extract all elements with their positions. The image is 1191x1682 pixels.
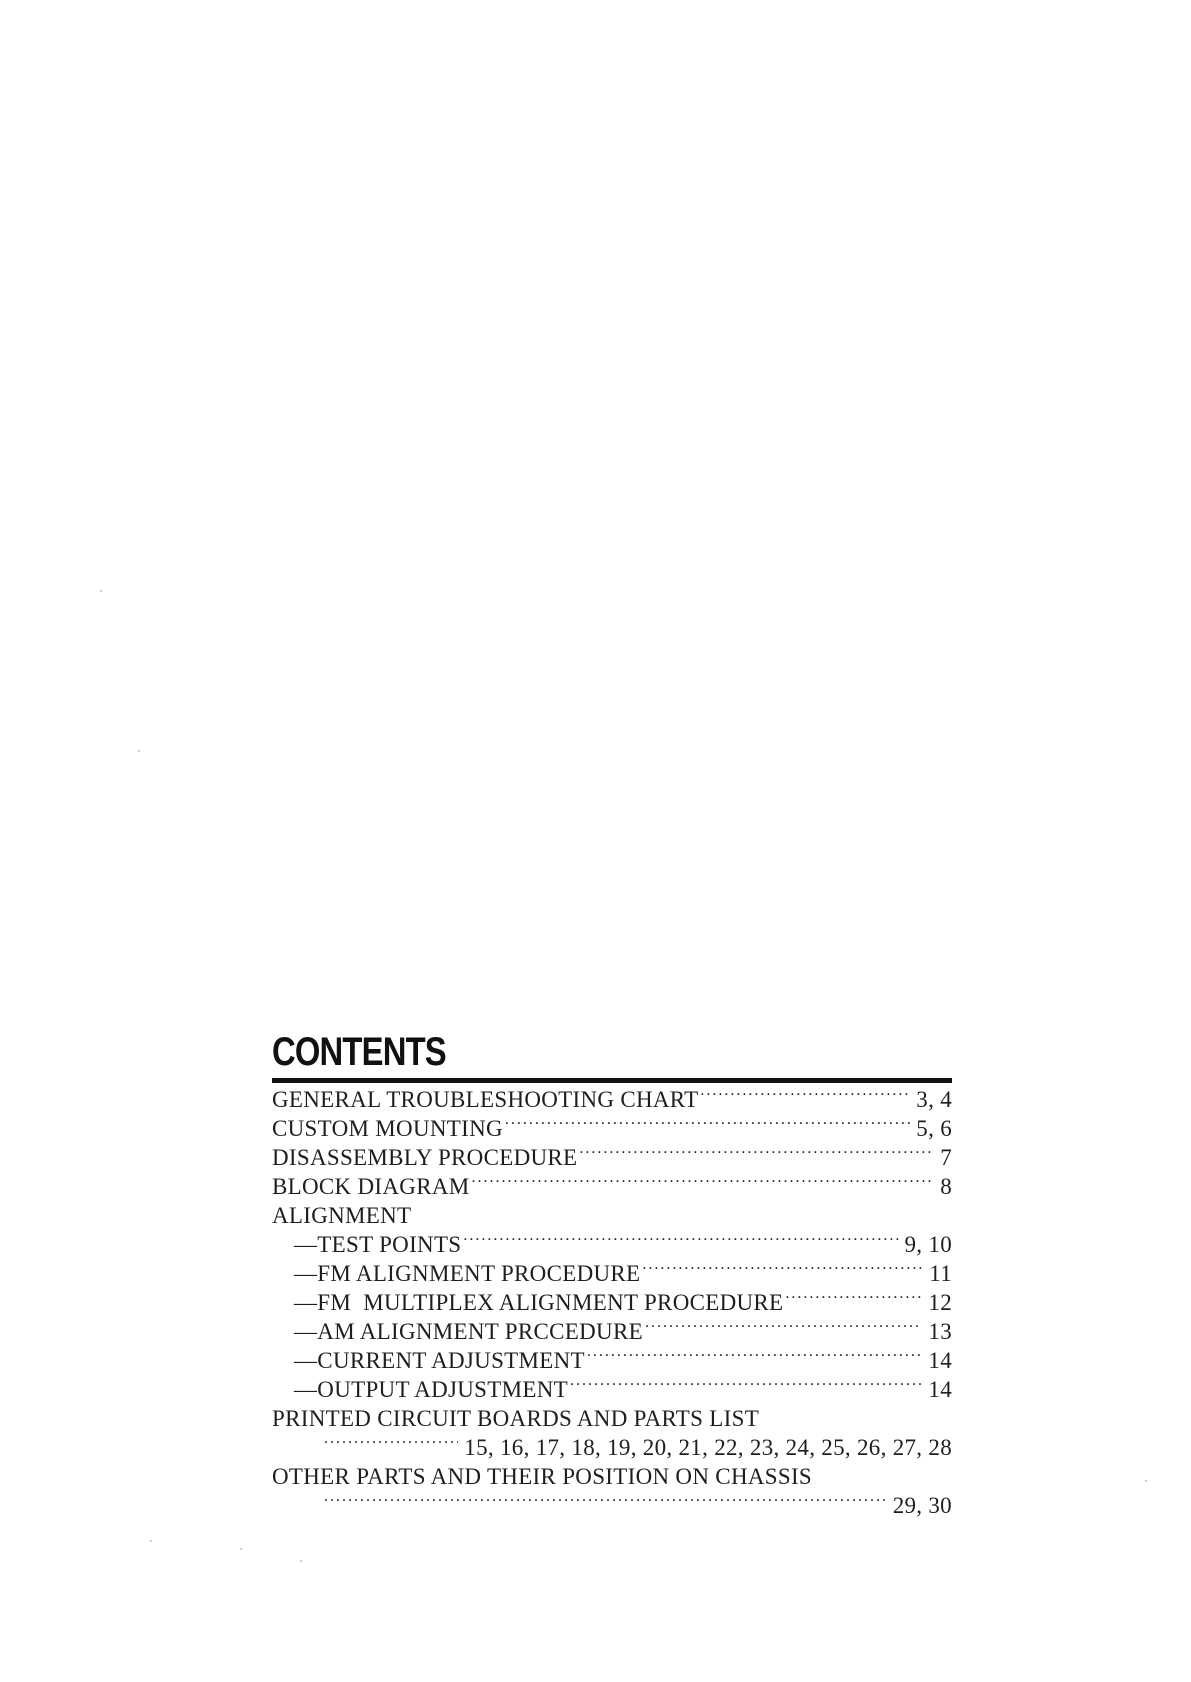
scan-speck xyxy=(150,1540,152,1542)
toc-entry-printed-circuit-boards-pages xyxy=(272,1433,952,1462)
toc-entry-disassembly-procedure xyxy=(272,1143,952,1172)
toc-entry-page: 7 xyxy=(940,1145,952,1170)
toc-entry-page: 15, 16, 17, 18, 19, 20, 21, 22, 23, 24, 25, 26, 27, 28 xyxy=(464,1435,952,1460)
scan-speck xyxy=(300,1560,302,1562)
toc-entry-am-alignment xyxy=(272,1317,952,1346)
toc-entry-fm-alignment xyxy=(272,1259,952,1288)
toc-entry-block-diagram xyxy=(272,1172,952,1201)
toc-entry-printed-circuit-boards xyxy=(272,1404,952,1433)
toc-leader-dots xyxy=(324,1491,887,1513)
toc-entry-current-adjustment xyxy=(272,1346,952,1375)
toc-entry-label: DISASSEMBLY PROCEDURE xyxy=(272,1145,578,1170)
toc-leader-dots xyxy=(700,1085,910,1107)
toc-entry-page: 11 xyxy=(929,1261,952,1286)
contents-title: CONTENTS xyxy=(272,1030,446,1074)
toc-entry-label: OTHER PARTS AND THEIR POSITION ON CHASSIS xyxy=(272,1464,812,1489)
toc-leader-dots xyxy=(645,1317,922,1339)
toc-leader-dots xyxy=(570,1375,922,1397)
toc-entry-label: —AM ALIGNMENT PRCCEDURE xyxy=(294,1319,643,1344)
toc-entry-custom-mounting xyxy=(272,1114,952,1143)
toc-entry-general-troubleshooting-chart xyxy=(272,1085,952,1114)
toc-entry-label: —CURRENT ADJUSTMENT xyxy=(294,1348,585,1373)
toc-entry-label: —OUTPUT ADJUSTMENT xyxy=(294,1377,568,1402)
toc-entry-page: 8 xyxy=(940,1174,952,1199)
toc-entry-label: PRINTED CIRCUIT BOARDS AND PARTS LIST xyxy=(272,1406,760,1431)
toc-entry-label: ALIGNMENT xyxy=(272,1203,412,1228)
scan-speck xyxy=(100,590,102,592)
toc-entry-label: —FM ALIGNMENT PROCEDURE xyxy=(294,1261,641,1286)
toc-entry-page: 14 xyxy=(928,1348,952,1373)
toc-entry-page: 5, 6 xyxy=(916,1116,952,1141)
toc-leader-dots xyxy=(505,1114,910,1136)
toc-leader-dots xyxy=(579,1143,934,1165)
scan-speck xyxy=(138,750,140,752)
toc-entry-alignment xyxy=(272,1201,952,1230)
scan-speck xyxy=(240,1548,242,1550)
toc-entry-label: —TEST POINTS xyxy=(294,1232,462,1257)
toc-entry-output-adjustment xyxy=(272,1375,952,1404)
toc-entry-page: 9, 10 xyxy=(904,1232,952,1257)
title-rule xyxy=(272,1078,952,1083)
contents-section xyxy=(272,1030,952,1520)
toc-entry-page: 3, 4 xyxy=(916,1087,952,1112)
toc-entry-test-points xyxy=(272,1230,952,1259)
toc-entry-other-parts-pages xyxy=(272,1491,952,1520)
toc-entry-label: GENERAL TROUBLESHOOTING CHART xyxy=(272,1087,699,1112)
toc-leader-dots xyxy=(642,1259,923,1281)
toc-leader-dots xyxy=(785,1288,922,1310)
toc-leader-dots xyxy=(324,1433,458,1455)
toc-list xyxy=(272,1085,952,1520)
scan-speck xyxy=(1145,1480,1147,1482)
toc-leader-dots xyxy=(587,1346,923,1368)
toc-entry-page: 14 xyxy=(928,1377,952,1402)
toc-entry-label: BLOCK DIAGRAM xyxy=(272,1174,470,1199)
toc-entry-page: 29, 30 xyxy=(892,1493,952,1518)
toc-entry-label: —FM MULTIPLEX ALIGNMENT PROCEDURE xyxy=(294,1290,784,1315)
toc-entry-label: CUSTOM MOUNTING xyxy=(272,1116,503,1141)
toc-entry-fm-multiplex-alignment xyxy=(272,1288,952,1317)
toc-entry-other-parts xyxy=(272,1462,952,1491)
toc-entry-page: 13 xyxy=(928,1319,952,1344)
toc-leader-dots xyxy=(463,1230,898,1252)
toc-entry-page: 12 xyxy=(928,1290,952,1315)
toc-leader-dots xyxy=(472,1172,935,1194)
